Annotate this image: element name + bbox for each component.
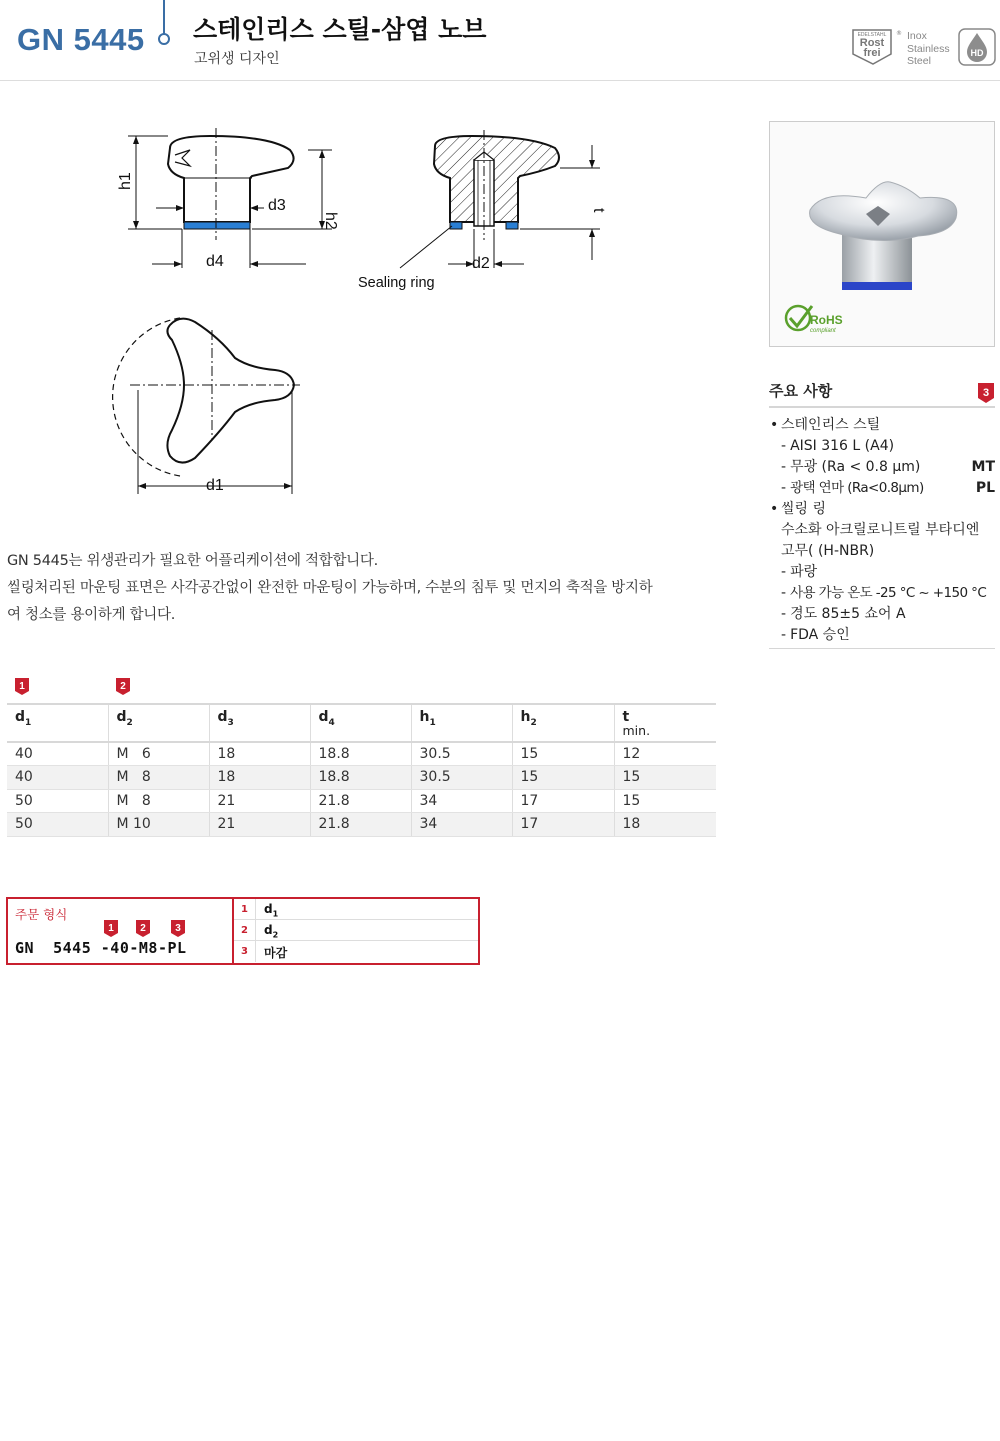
features-list xyxy=(769,415,995,646)
feature-item: - AISI 316 L (A4) xyxy=(781,438,895,454)
feature-item: 수소화 아크릴로니트릴 부타디엔 고무( (H-NBR) xyxy=(781,522,980,559)
table-marker-2 xyxy=(116,678,130,695)
feature-item: - 파랑 xyxy=(781,564,818,580)
badge-rost-line1: EDELSTAHL xyxy=(857,32,887,38)
header-divider-dot xyxy=(158,33,170,45)
label-sealing-ring: Sealing ring xyxy=(358,275,435,291)
badge-hd-text: HD xyxy=(970,48,984,58)
section-view xyxy=(358,130,607,291)
description xyxy=(7,548,727,629)
description-line: GN 5445는 위생관리가 필요한 어플리케이션에 적합합니다. xyxy=(7,553,378,569)
badge-rost-line3: frei xyxy=(863,47,881,59)
order-marker-3 xyxy=(171,920,185,937)
col-header-d3: $d_3$ xyxy=(209,704,310,742)
svg-text:1: 1 xyxy=(108,923,114,934)
order-example-left xyxy=(8,899,232,963)
feature-item: - 광택 연마 (Ra<0.8µm) PL xyxy=(769,478,995,499)
rost-frei-badge-icon xyxy=(851,28,901,66)
table-row: 50 M 8 21 21.8 34 17 15 xyxy=(7,789,716,813)
svg-text:®: ® xyxy=(896,30,902,37)
order-marker-2 xyxy=(136,920,150,937)
badge-rost-line2: Rost xyxy=(859,37,885,49)
table-marker-1 xyxy=(15,678,29,695)
feature-item: • 씰링 링 xyxy=(769,499,995,520)
order-example-box xyxy=(6,897,480,965)
feature-code-pl: PL xyxy=(975,480,995,496)
order-marker-1 xyxy=(104,920,118,937)
col-header-d4: $d_4$ xyxy=(310,704,411,742)
label-d1: d1 xyxy=(206,477,224,494)
header-divider-line xyxy=(163,0,165,34)
feature-item: - 무광 (Ra < 0.8 µm) MT xyxy=(769,457,995,478)
features-title: 주요 사항 xyxy=(769,382,833,400)
label-h2: h2 xyxy=(322,212,339,230)
table-row: 50 M 10 21 21.8 34 17 18 xyxy=(7,813,716,837)
label-d2: d2 xyxy=(472,255,490,272)
feature-code-mt: MT xyxy=(971,459,995,475)
feature-item: - 사용 가능 온도 -25 °C ~ +150 °C xyxy=(781,585,987,601)
technical-drawing xyxy=(100,100,660,510)
description-line: 씰링처리된 마운팅 표면은 사각공간없이 완전한 마운팅이 가능하며, 수분의 침투 및 먼지의 축적을 방지하 xyxy=(7,580,653,596)
col-header-d1: $d_1$ xyxy=(7,704,108,742)
col-header-d2: $d_2$ xyxy=(108,704,209,742)
top-view xyxy=(113,318,300,494)
feature-item: • 스테인리스 스틸 xyxy=(769,415,995,436)
side-view xyxy=(117,128,339,270)
rohs-label: RoHS xyxy=(810,313,843,327)
rohs-sublabel: compliant xyxy=(810,328,836,334)
col-header-h1: $h_1$ xyxy=(411,704,512,742)
hd-hygienic-icon xyxy=(958,28,996,66)
svg-text:1: 1 xyxy=(19,681,25,692)
table-row: 40 M 6 18 18.8 30.5 15 12 xyxy=(7,742,716,766)
label-t: t xyxy=(590,208,607,213)
table-row: 40 M 8 18 18.8 30.5 15 15 xyxy=(7,766,716,790)
col-header-t: t min. xyxy=(614,704,716,742)
inox-stainless-text xyxy=(907,30,950,68)
order-legend-row: 1 $d_1$ xyxy=(234,899,478,920)
col-header-h2: $h_2$ xyxy=(512,704,614,742)
svg-text:3: 3 xyxy=(982,387,990,399)
svg-text:3: 3 xyxy=(175,923,181,934)
badge-text-line1: Inox xyxy=(907,30,927,42)
product-code: GN 5445 xyxy=(17,22,145,57)
page-title: 스테인리스 스틸-삼엽 노브 xyxy=(193,15,487,44)
features-marker-3 xyxy=(978,383,994,403)
label-d3: d3 xyxy=(268,197,286,214)
label-h1: h1 xyxy=(117,172,134,190)
knob-photo-image xyxy=(770,122,994,346)
features-rule-top xyxy=(769,406,995,408)
header-rule xyxy=(0,80,1000,81)
product-photo xyxy=(769,121,995,347)
table-header-row xyxy=(7,704,716,742)
order-example-label: 주문 형식 xyxy=(15,907,68,922)
page-subtitle: 고위생 디자인 xyxy=(194,51,280,67)
order-example-code: GN 5445 -40-M8-PL xyxy=(15,939,187,957)
svg-text:2: 2 xyxy=(120,681,126,692)
description-line: 여 청소를 용이하게 합니다. xyxy=(7,607,176,623)
feature-item: - 경도 85±5 쇼어 A xyxy=(781,606,906,622)
features-rule-bottom xyxy=(769,648,995,649)
order-legend-row: 2 $d_2$ xyxy=(234,920,478,941)
dimensions-table xyxy=(7,703,716,837)
label-d4: d4 xyxy=(206,253,224,270)
order-legend-row: 3 마감 xyxy=(234,941,478,962)
rohs-compliant-logo xyxy=(786,306,843,334)
svg-text:2: 2 xyxy=(140,923,146,934)
badge-text-line2: Stainless xyxy=(907,42,950,55)
badge-text-line3: Steel xyxy=(907,55,931,67)
order-legend xyxy=(234,899,478,963)
feature-item: - FDA 승인 xyxy=(781,627,850,643)
